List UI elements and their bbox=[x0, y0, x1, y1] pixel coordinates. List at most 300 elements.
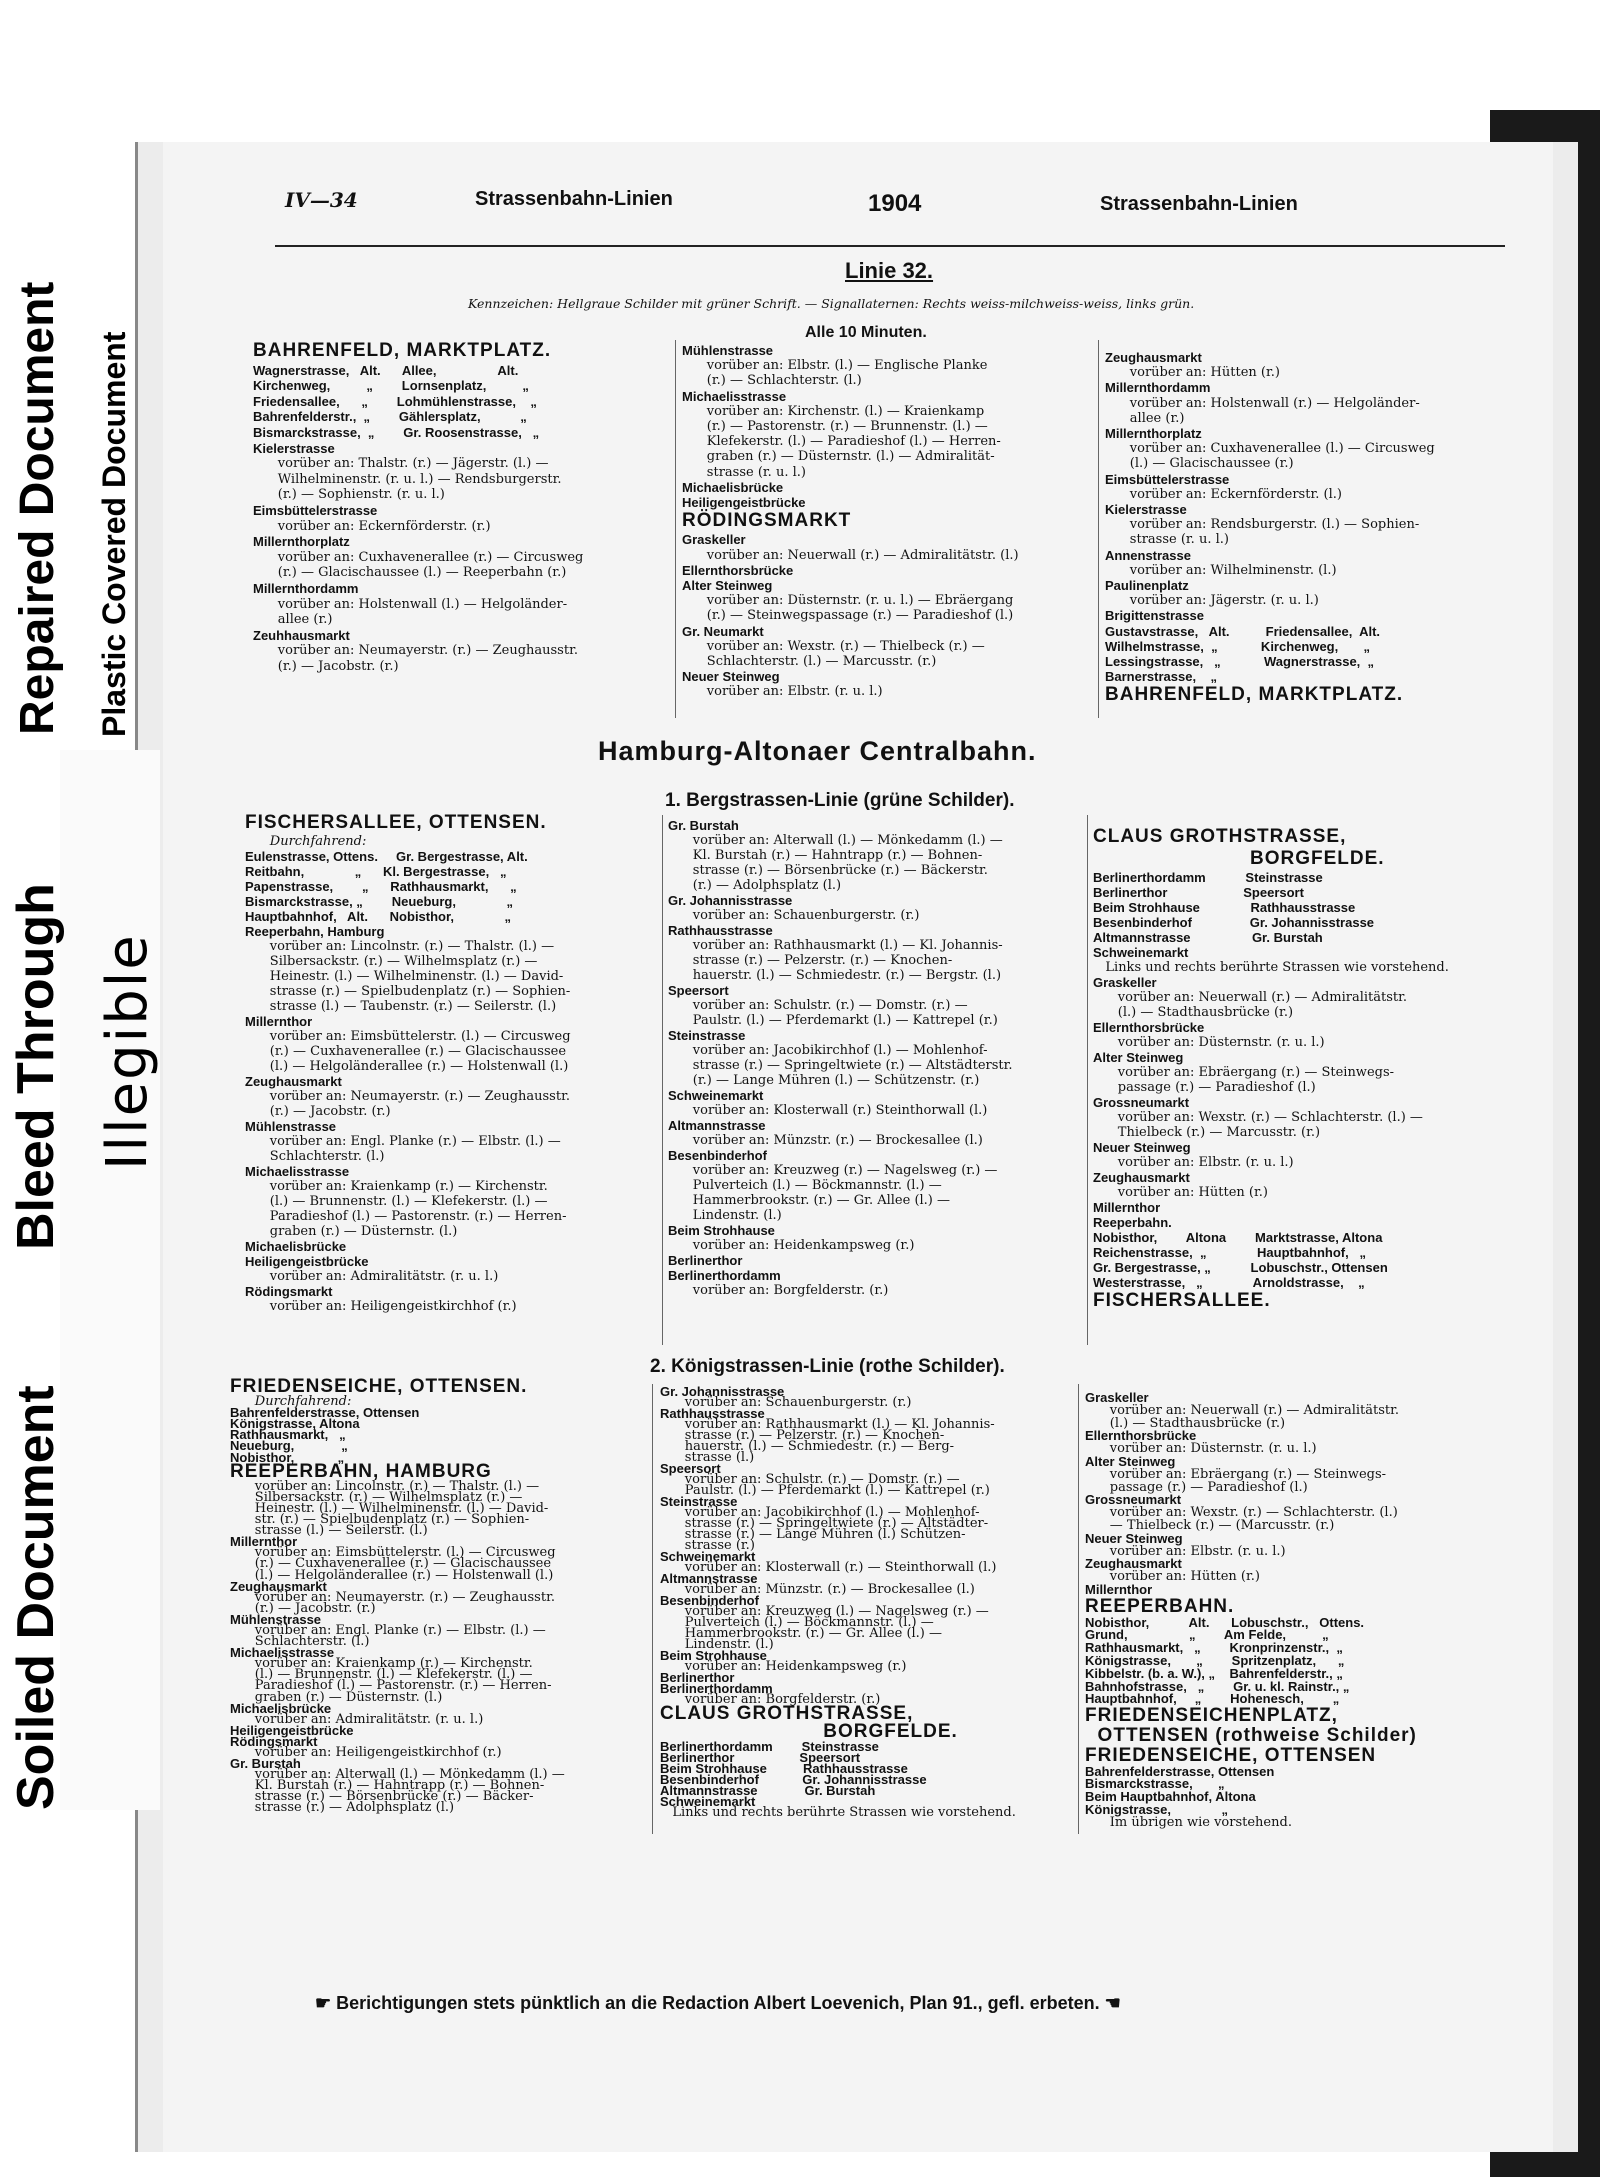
stop-name: Grossneumarkt bbox=[1085, 1492, 1182, 1508]
route-note: vorüber an: Hütten (r.) bbox=[1105, 365, 1280, 381]
linie2-column-1 bbox=[230, 1378, 565, 1814]
label-bleed-through: Bleed Through bbox=[7, 883, 65, 1250]
route-note: (r.) — Lange Mühren (l.) — Schützenstr. (r.) bbox=[668, 1073, 980, 1088]
stop-name: Zeughausmarkt bbox=[1093, 1170, 1190, 1185]
column-divider bbox=[1078, 1384, 1079, 1834]
route-note: Silbersackstr. (r.) — Wilhelmsplatz (r.) — bbox=[230, 1489, 523, 1505]
stop-name: Bahrenfelderstrasse, Ottensen bbox=[1085, 1763, 1275, 1779]
stop-name: Zeughausmarkt bbox=[1105, 350, 1202, 365]
column-divider bbox=[675, 340, 676, 718]
stop-name: Berlinerthordamm Steinstrasse bbox=[660, 1739, 879, 1754]
route-note: allee (r.) bbox=[1105, 410, 1185, 426]
route-note: Schlachterstr. (l.) bbox=[245, 1149, 385, 1164]
stop-name: Altmannstrasse Gr. Burstah bbox=[1093, 930, 1323, 945]
route-note: Pulverteich (l.) — Böckmannstr. (l.) — bbox=[660, 1615, 934, 1630]
stop-name: Kielerstrasse bbox=[253, 440, 335, 456]
stop-name: Paulinenplatz bbox=[1105, 578, 1189, 594]
stop-name: Eimsbüttelerstrasse bbox=[1105, 471, 1230, 487]
stop-name: Speersort bbox=[668, 983, 729, 998]
linie2-column-2 bbox=[660, 1386, 1016, 1818]
route-note: vorüber an: Düsternstr. (r. u. l.) bbox=[1093, 1035, 1325, 1050]
route-note: Thielbeck (r.) — Marcusstr. (r.) bbox=[1093, 1125, 1321, 1140]
route-note: strasse (r.) — Springeltwiete (r.) — Altstädter- bbox=[660, 1516, 989, 1531]
stop-name: Altmannstrasse bbox=[660, 1571, 758, 1586]
linie32-takt: Alle 10 Minuten. bbox=[805, 324, 927, 341]
route-note: (r.) — Jacobstr. (r.) bbox=[245, 1104, 391, 1119]
stop-name: Wilhelmstrasse, „ Kirchenweg, „ bbox=[1105, 638, 1371, 654]
route-note: strasse (r.) bbox=[660, 1538, 755, 1553]
stop-name: Beim Strohhause bbox=[660, 1648, 767, 1663]
stop-name: Lessingstrasse, „ Wagnerstrasse, „ bbox=[1105, 654, 1375, 670]
route-note: (l.) — Stadthausbrücke (r.) bbox=[1093, 1005, 1294, 1020]
route-note: strasse (r. u. l.) bbox=[682, 464, 806, 480]
route-note: vorüber an: Klosterwall (r.) Steinthorwall (l.) bbox=[668, 1103, 988, 1118]
stop-name: Millernthor bbox=[1093, 1200, 1161, 1215]
stop-name: Gr. Burstah bbox=[230, 1756, 301, 1772]
route-note: graben (r.) — Düsternstr. (l.) bbox=[230, 1689, 443, 1705]
stop-name: Berlinerthordamm Steinstrasse bbox=[1093, 870, 1323, 885]
stop-name: Königstrasse, Altona bbox=[230, 1416, 360, 1432]
route-note: graben (r.) — Düsternstr. (l.) bbox=[245, 1224, 458, 1239]
route-note: vorüber an: Schulstr. (r.) — Domstr. (r.) — bbox=[660, 1472, 960, 1487]
stop-name: Reichenstrasse, „ Hauptbahnhof, „ bbox=[1093, 1245, 1367, 1260]
stop-name: Hauptbahnhof, Alt. Nobisthor, „ bbox=[245, 909, 512, 924]
stop-name: Beim Strohhause Rathhausstrasse bbox=[1093, 900, 1356, 915]
stop-heading: BORGFELDE. bbox=[660, 1721, 958, 1742]
stop-name: Bismarckstrasse, „ Neueburg, „ bbox=[245, 894, 514, 909]
stop-name: Zeughausmarkt bbox=[245, 1074, 342, 1089]
stop-name: Reeperbahn. bbox=[1093, 1215, 1172, 1230]
linie32-column-3 bbox=[1105, 350, 1435, 707]
stop-name: Berlinerthor bbox=[660, 1670, 735, 1685]
route-note: Paradieshof (l.) — Pastorenstr. (r.) — Herren- bbox=[230, 1678, 552, 1694]
route-note: Paradieshof (l.) — Pastorenstr. (r.) — Herren- bbox=[245, 1209, 567, 1224]
linie1-column-2 bbox=[668, 818, 1013, 1298]
stop-name: Ellernthorsbrücke bbox=[682, 562, 794, 578]
route-note: Schlachterstr. (l.) — Marcusstr. (r.) bbox=[682, 654, 937, 670]
route-note: allee (r.) bbox=[253, 612, 333, 628]
route-note: (r.) — Adolphsplatz (l.) bbox=[668, 878, 842, 893]
stop-name: Westerstrasse, „ Arnoldstrasse, „ bbox=[1093, 1275, 1365, 1290]
route-note: passage (r.) — Paradieshof (l.) bbox=[1085, 1479, 1308, 1495]
stop-name: Millernthor bbox=[245, 1014, 313, 1029]
route-note: (r.) — Cuxhavenerallee (r.) — Glacischaussee bbox=[245, 1044, 567, 1059]
stop-name: Eimsbüttelerstrasse bbox=[253, 502, 378, 518]
route-note: (r.) — Sophienstr. (r. u. l.) bbox=[253, 487, 445, 503]
route-note: Hammerbrookstr. (r.) — Gr. Allee (l.) — bbox=[660, 1626, 943, 1641]
route-note: Heinestr. (l.) — Wilhelminenstr. (l.) — David- bbox=[245, 969, 564, 984]
route-note: vorüber an: Wilhelminenstr. (l.) bbox=[1105, 562, 1337, 578]
route-note: vorüber an: Wexstr. (r.) — Schlachterstr. (l.) bbox=[1085, 1505, 1398, 1521]
linie32-column-1 bbox=[253, 340, 583, 674]
stop-name: Ellernthorsbrücke bbox=[1085, 1428, 1197, 1444]
route-note: vorüber an: Eimsbüttelerstr. (l.) — Circusweg bbox=[245, 1029, 571, 1044]
stop-name: Beim Strohhause bbox=[668, 1223, 775, 1238]
label-illegible: Illegible bbox=[95, 933, 160, 1170]
stop-name: Alter Steinweg bbox=[1093, 1050, 1184, 1065]
route-note: vorüber an: Thalstr. (r.) — Jägerstr. (l.) — bbox=[253, 456, 549, 472]
stop-name: Gr. Bergestrasse, „ Lobuschstr., Ottensen bbox=[1093, 1260, 1388, 1275]
stop-name: Neuer Steinweg bbox=[1093, 1140, 1191, 1155]
stop-name: Gr. Johannisstrasse bbox=[668, 893, 793, 908]
route-note: Pulverteich (l.) — Böckmannstr. (l.) — bbox=[668, 1178, 942, 1193]
route-note: (r.) — Pastorenstr. (r.) — Brunnenstr. (l.) — bbox=[682, 419, 988, 435]
stop-name: Graskeller bbox=[1093, 975, 1157, 990]
route-note: Klefekerstr. (l.) — Paradieshof (l.) — Herren- bbox=[682, 434, 1001, 450]
stop-name: Rathhausmarkt, „ bbox=[230, 1427, 346, 1443]
stop-heading: BORGFELDE. bbox=[1093, 848, 1385, 869]
stop-heading: FRIEDENSEICHE, OTTENSEN bbox=[1085, 1744, 1377, 1766]
stop-name: Steinstrasse bbox=[668, 1028, 746, 1043]
linie32-kennzeichen: Kennzeichen: Hellgraue Schilder mit grüner Schrift. — Signallaternen: Rechts weiss-milchweiss-weiss, links grün. bbox=[468, 296, 1195, 311]
stop-name: Grund, „ Am Felde, „ bbox=[1085, 1627, 1329, 1643]
route-note: vorüber an: Klosterwall (r.) — Steinthorwall (l.) bbox=[660, 1560, 997, 1575]
stop-name: Eulenstrasse, Ottens. Gr. Bergestrasse, Alt. bbox=[245, 849, 528, 864]
route-note: vorüber an: Neuerwall (r.) — Admiralitätstr. bbox=[1093, 990, 1408, 1005]
stop-name: Annenstrasse bbox=[1105, 547, 1191, 563]
linie2-column-3 bbox=[1085, 1392, 1417, 1830]
route-note: passage (r.) — Paradieshof (l.) bbox=[1093, 1080, 1316, 1095]
route-note: Lindenstr. (l.) bbox=[660, 1637, 774, 1652]
stop-name: Steinstrasse bbox=[660, 1494, 738, 1509]
route-note: (l.) — Helgoländerallee (r.) — Holstenwall (l.) bbox=[230, 1567, 554, 1583]
stop-name: Beim Strohhause Rathhausstrasse bbox=[660, 1761, 908, 1776]
stop-name: Besenbinderhof bbox=[668, 1148, 767, 1163]
route-note: Lindenstr. (l.) bbox=[668, 1208, 782, 1223]
stop-name: Hauptbahnhof, „ Hohenesch, „ bbox=[1085, 1691, 1340, 1707]
stop-name: Neuer Steinweg bbox=[682, 669, 780, 685]
header-title-left: Strassenbahn-Linien bbox=[475, 188, 673, 210]
route-note: strasse (r.) — Lange Mühren (l.) Schützen- bbox=[660, 1527, 966, 1542]
route-note: vorüber an: Holstenwall (l.) — Helgoländer- bbox=[253, 596, 568, 612]
route-note: (l.) — Brunnenstr. (l.) — Klefekerstr. (l.) — bbox=[230, 1667, 533, 1683]
stop-name: Gr. Johannisstrasse bbox=[660, 1384, 785, 1399]
stop-name: Königstrasse, „ bbox=[1085, 1801, 1229, 1817]
column-divider bbox=[1098, 340, 1099, 718]
stop-name: Millernthordamm bbox=[1105, 380, 1211, 396]
stop-name: Nobisthor, „ bbox=[230, 1449, 345, 1465]
route-note: Kl. Burstah (r.) — Hahntrapp (r.) — Bohnen- bbox=[668, 848, 983, 863]
route-note: vorüber an: Elbstr. (r. u. l.) bbox=[1085, 1543, 1286, 1559]
route-note: str. (r.) — Spielbudenplatz (r.) — Sophien- bbox=[230, 1512, 530, 1528]
route-note: vorüber an: Heidenkampsweg (r.) bbox=[660, 1659, 907, 1674]
route-note: vorüber an: Rathhausmarkt (l.) — Kl. Johannis- bbox=[668, 938, 1003, 953]
route-note: vorüber an: Schauenburgerstr. (r.) bbox=[660, 1395, 912, 1410]
stop-name: Michaelisbrücke bbox=[682, 479, 784, 495]
route-note: vorüber an: Borgfelderstr. (r.) bbox=[660, 1692, 881, 1707]
route-note: vorüber an: Wexstr. (r.) — Thielbeck (r.) — bbox=[682, 638, 985, 654]
stop-heading: RÖDINGSMARKT bbox=[682, 510, 852, 532]
stop-name: Zeughausmarkt bbox=[1085, 1556, 1182, 1572]
header-year: 1904 bbox=[868, 190, 922, 217]
route-note: Durchfahrend: bbox=[230, 1394, 352, 1410]
route-note: vorüber an: Alterwall (l.) — Mönkedamm (l.) — bbox=[668, 833, 1003, 848]
route-note: vorüber an: Münzstr. (r.) — Brockesallee (l.) bbox=[660, 1582, 975, 1597]
route-note: strasse (r.) — Börsenbrücke (r.) — Bäckerstr. bbox=[668, 863, 988, 878]
route-note: (r.) — Glacischaussee (l.) — Reeperbahn (r.) bbox=[253, 565, 567, 581]
route-note: vorüber an: Elbstr. (r. u. l.) bbox=[1093, 1155, 1294, 1170]
route-note: vorüber an: Elbstr. (l.) — Englische Planke bbox=[682, 358, 988, 374]
stop-name: Kirchenweg, „ Lornsenplatz, „ bbox=[253, 378, 529, 394]
route-note: Durchfahrend: bbox=[245, 834, 367, 849]
stop-name: Königstrasse, „ Spritzenplatz, „ bbox=[1085, 1652, 1345, 1668]
stop-name: Ellernthorsbrücke bbox=[1093, 1020, 1205, 1035]
stop-name: Speersort bbox=[660, 1461, 721, 1476]
page-number: IV—34 bbox=[285, 188, 358, 212]
stop-name: Millernthor bbox=[230, 1534, 298, 1550]
column-divider bbox=[652, 1384, 653, 1834]
stop-name: Wagnerstrasse, Alt. Allee, Alt. bbox=[253, 362, 519, 378]
stop-name: Graskeller bbox=[1085, 1390, 1149, 1405]
stop-name: Bahrenfelderstr., „ Gählersplatz, „ bbox=[253, 409, 527, 425]
route-note: strasse (l.) — Seilerstr. (l.) bbox=[230, 1523, 428, 1539]
stop-name: Altmannstrasse bbox=[668, 1118, 766, 1133]
stop-name: Barnerstrasse, „ bbox=[1105, 669, 1218, 685]
route-note: vorüber an: Engl. Planke (r.) — Elbstr. (l.) — bbox=[230, 1622, 546, 1638]
route-note: vorüber an: Schauenburgerstr. (r.) bbox=[668, 908, 920, 923]
stop-name: Graskeller bbox=[682, 532, 746, 548]
route-note: vorüber an: Ebräergang (r.) — Steinwegs- bbox=[1085, 1466, 1387, 1482]
column-divider bbox=[1087, 815, 1088, 1345]
stop-name: Michaelisbrücke bbox=[245, 1239, 347, 1254]
stop-name: Brigittenstrasse bbox=[1105, 608, 1204, 624]
route-note: Paulstr. (l.) — Pferdemarkt (l.) — Kattrepel (r.) bbox=[660, 1483, 990, 1498]
route-note: Silbersackstr. (r.) — Wilhelmsplatz (r.) — bbox=[245, 954, 538, 969]
route-note: strasse (r.) — Spielbudenplatz (r.) — Sophien- bbox=[245, 984, 571, 999]
route-note: vorüber an: Borgfelderstr. (r.) bbox=[668, 1283, 889, 1298]
route-note: (r.) — Steinwegspassage (r.) — Paradieshof (l.) bbox=[682, 608, 1014, 624]
stop-name: Altmannstrasse Gr. Burstah bbox=[660, 1783, 876, 1798]
route-note: vorüber an: Lincolnstr. (r.) — Thalstr. (l.) — bbox=[245, 939, 555, 954]
stop-name: Gustavstrasse, Alt. Friedensallee, Alt. bbox=[1105, 623, 1381, 639]
route-note: Kl. Burstah (r.) — Hahntrapp (r.) — Bohnen- bbox=[230, 1778, 545, 1794]
stop-name: Beim Hauptbahnhof, Altona bbox=[1085, 1789, 1256, 1805]
route-note: — Thielbeck (r.) — (Marcusstr. (r.) bbox=[1085, 1517, 1335, 1533]
stop-name: Berlinerthor Speersort bbox=[1093, 885, 1304, 900]
stop-name: Kielerstrasse bbox=[1105, 502, 1187, 518]
stop-name: Gr. Neumarkt bbox=[682, 623, 764, 639]
stop-heading: OTTENSEN (rothweise Schilder) bbox=[1085, 1724, 1417, 1746]
route-note: vorüber an: Jacobikirchhof (l.) — Mohlenhof- bbox=[668, 1043, 988, 1058]
stop-heading: FISCHERSALLEE, OTTENSEN. bbox=[245, 812, 547, 833]
stop-name: Millernthorplatz bbox=[1105, 426, 1202, 442]
route-note: Links und rechts berührte Strassen wie vorstehend. bbox=[1093, 960, 1449, 975]
route-note: strasse (l.) bbox=[660, 1450, 755, 1465]
linie32-column-2 bbox=[682, 343, 1019, 700]
stop-name: Millernthor bbox=[1085, 1581, 1153, 1597]
route-note: vorüber an: Admiralitätstr. (r. u. l.) bbox=[245, 1269, 499, 1284]
route-note: (l.) — Glacischaussee (r.) bbox=[1105, 456, 1294, 472]
stop-heading: FRIEDENSEICHENPLATZ, bbox=[1085, 1705, 1338, 1727]
stop-name: Michaelisstrasse bbox=[245, 1164, 350, 1179]
route-note: vorüber an: Holstenwall (r.) — Helgoländer- bbox=[1105, 395, 1420, 411]
route-note: strasse (r.) — Springeltwiete (r.) — Altstädterstr. bbox=[668, 1058, 1013, 1073]
stop-name: Millernthordamm bbox=[253, 580, 359, 596]
route-note: vorüber an: Kirchenstr. (l.) — Kraienkamp bbox=[682, 403, 985, 419]
linie1-column-3 bbox=[1093, 826, 1449, 1312]
route-note: strasse (r.) — Adolphsplatz (l.) bbox=[230, 1800, 455, 1816]
route-note: vorüber an: Heidenkampsweg (r.) bbox=[668, 1238, 915, 1253]
route-note: (r.) — Jacobstr. (r.) bbox=[253, 658, 399, 674]
stop-name: Schweinemarkt bbox=[668, 1088, 764, 1103]
linie1-title: 1. Bergstrassen-Linie (grüne Schilder). bbox=[665, 790, 1015, 811]
stop-name: Alter Steinweg bbox=[1085, 1453, 1176, 1469]
stop-name: Mühlenstrasse bbox=[230, 1611, 322, 1627]
route-note: Schlachterstr. (l.) bbox=[230, 1634, 370, 1650]
header-rule bbox=[275, 245, 1505, 247]
route-note: vorüber an: Düsternstr. (r. u. l.) — Ebräergang bbox=[682, 593, 1014, 609]
stop-name: Rödingsmarkt bbox=[245, 1284, 333, 1299]
stop-name: Schweinemarkt bbox=[660, 1794, 756, 1809]
stop-heading: FRIEDENSEICHE, OTTENSEN. bbox=[230, 1376, 528, 1397]
stop-name: Rathhausmarkt, „ Kronprinzenstr., „ bbox=[1085, 1640, 1343, 1656]
route-note: vorüber an: Rendsburgerstr. (l.) — Sophien- bbox=[1105, 517, 1420, 533]
route-note: vorüber an: Neuerwall (r.) — Admiralitätstr. bbox=[1085, 1402, 1400, 1418]
label-plastic-covered-document: Plastic Covered Document bbox=[96, 331, 132, 737]
stop-name: Rödingsmarkt bbox=[230, 1733, 318, 1749]
stop-name: Michaelisstrasse bbox=[230, 1645, 335, 1661]
route-note: vorüber an: Cuxhavenerallee (l.) — Circusweg bbox=[1105, 441, 1435, 457]
route-note: strasse (l.) — Taubenstr. (r.) — Seilerstr. (l.) bbox=[245, 999, 557, 1014]
route-note: strasse (r.) — Pelzerstr. (r.) — Knochen- bbox=[660, 1428, 945, 1443]
stop-name: Neueburg, „ bbox=[230, 1438, 348, 1454]
stop-heading: BAHRENFELD, MARKTPLATZ. bbox=[1105, 684, 1404, 706]
route-note: vorüber an: Heiligengeistkirchhof (r.) bbox=[230, 1745, 502, 1760]
route-note: (l.) — Helgoländerallee (r.) — Holstenwall (l.) bbox=[245, 1059, 569, 1074]
stop-name: Besenbinderhof bbox=[660, 1593, 759, 1608]
label-strip-right bbox=[60, 750, 160, 1810]
route-note: vorüber an: Kreuzweg (l.) — Nagelsweg (r.) — bbox=[660, 1604, 989, 1619]
route-note: vorüber an: Kreuzweg (r.) — Nagelsweg (r.) — bbox=[668, 1163, 998, 1178]
route-note: vorüber an: Hütten (r.) bbox=[1085, 1569, 1260, 1585]
stop-heading: BAHRENFELD, MARKTPLATZ. bbox=[253, 340, 552, 361]
stop-heading: REEPERBAHN. bbox=[1085, 1595, 1235, 1617]
route-note: vorüber an: Kraienkamp (r.) — Kirchenstr. bbox=[245, 1179, 548, 1194]
route-note: vorüber an: Kraienkamp (r.) — Kirchenstr. bbox=[230, 1656, 533, 1672]
header-title-right: Strassenbahn-Linien bbox=[1100, 193, 1298, 215]
label-soiled-document: Soiled Document bbox=[7, 1385, 65, 1810]
route-note: strasse (r.) — Börsenbrücke (r.) — Bäcker- bbox=[230, 1789, 534, 1805]
route-note: vorüber an: Neumayerstr. (r.) — Zeughausstr. bbox=[245, 1089, 570, 1104]
stop-name: Bismarckstrasse, „ bbox=[1085, 1776, 1225, 1792]
route-note: vorüber an: Rathhausmarkt (l.) — Kl. Johannis- bbox=[660, 1417, 995, 1432]
route-note: vorüber an: Wexstr. (r.) — Schlachterstr. (l.) — bbox=[1093, 1110, 1423, 1125]
stop-name: Nobisthor, Alt. Lobuschstr., Ottens. bbox=[1085, 1614, 1365, 1630]
route-note: vorüber an: Jägerstr. (r. u. l.) bbox=[1105, 593, 1319, 609]
column-divider bbox=[662, 815, 663, 1345]
stop-name: Reeperbahn, Hamburg bbox=[245, 924, 385, 939]
stop-name: Rathhausstrasse bbox=[668, 923, 773, 938]
stop-name: Nobisthor, Altona Marktstrasse, Altona bbox=[1093, 1230, 1383, 1245]
route-note: vorüber an: Eckernförderstr. (l.) bbox=[1105, 486, 1342, 502]
label-repaired-document: Repaired Document bbox=[11, 281, 64, 735]
footer-note: ☛ Berichtigungen stets pünktlich an die Redaction Albert Loevenich, Plan 91., gefl. erbeten. ☚ bbox=[315, 1993, 1121, 2013]
centralbahn-title: Hamburg-Altonaer Centralbahn. bbox=[598, 736, 1037, 766]
stop-name: Kibbelstr. (b. a. W.), „ Bahrenfelderstr., „ bbox=[1085, 1665, 1343, 1681]
route-note: vorüber an: Elbstr. (r. u. l.) bbox=[682, 684, 883, 700]
route-note: vorüber an: Düsternstr. (r. u. l.) bbox=[1085, 1441, 1317, 1457]
stop-name: Besenbinderhof Gr. Johannisstrasse bbox=[1093, 915, 1375, 930]
stop-name: Michaelisbrücke bbox=[230, 1700, 332, 1716]
route-note: Links und rechts berührte Strassen wie vorstehend. bbox=[660, 1805, 1016, 1820]
route-note: (r.) — Jacobstr. (r.) bbox=[230, 1600, 376, 1616]
stop-name: Gr. Burstah bbox=[668, 818, 739, 833]
stop-name: Bahrenfelderstrasse, Ottensen bbox=[230, 1405, 420, 1421]
stop-name: Berlinerthor Speersort bbox=[660, 1750, 861, 1765]
stop-name: Zeuhhausmarkt bbox=[253, 627, 350, 643]
stop-name: Michaelisstrasse bbox=[682, 388, 787, 404]
route-note: Heinestr. (l.) — Wilhelminenstr. (l.) — David- bbox=[230, 1500, 549, 1516]
stop-name: Papenstrasse, „ Rathhausmarkt, „ bbox=[245, 879, 517, 894]
route-note: vorüber an: Hütten (r.) bbox=[1093, 1185, 1268, 1200]
stop-name: Zeughausmarkt bbox=[230, 1578, 327, 1594]
linie1-column-1 bbox=[245, 812, 571, 1314]
stop-name: Bismarckstrasse, „ Gr. Roosenstrasse, „ bbox=[253, 424, 540, 440]
route-note: vorüber an: Lincolnstr. (r.) — Thalstr. (l.) — bbox=[230, 1478, 540, 1494]
stop-name: Mühlenstrasse bbox=[245, 1119, 337, 1134]
stop-name: Mühlenstrasse bbox=[682, 343, 774, 358]
stop-name: Grossneumarkt bbox=[1093, 1095, 1190, 1110]
linie2-title: 2. Königstrassen-Linie (rothe Schilder). bbox=[650, 1356, 1005, 1377]
route-note: vorüber an: Ebräergang (r.) — Steinwegs- bbox=[1093, 1065, 1395, 1080]
stop-name: Schweinemarkt bbox=[1093, 945, 1189, 960]
route-note: vorüber an: Heiligengeistkirchhof (r.) bbox=[245, 1299, 517, 1314]
route-note: vorüber an: Eckernförderstr. (r.) bbox=[253, 518, 491, 534]
route-note: (l.) — Stadthausbrücke (r.) bbox=[1085, 1415, 1286, 1431]
route-note: Wilhelminenstr. (r. u. l.) — Rendsburgerstr. bbox=[253, 471, 562, 487]
route-note: strasse (r. u. l.) bbox=[1105, 532, 1229, 548]
stop-name: Friedensallee, „ Lohmühlenstrasse, „ bbox=[253, 393, 537, 409]
route-note: graben (r.) — Düsternstr. (l.) — Admiralität- bbox=[682, 449, 995, 465]
stop-name: Besenbinderhof Gr. Johannisstrasse bbox=[660, 1772, 927, 1787]
route-note: vorüber an: Engl. Planke (r.) — Elbstr. (l.) — bbox=[245, 1134, 561, 1149]
stop-heading: CLAUS GROTHSTRASSE, bbox=[1093, 826, 1347, 847]
stop-heading: REEPERBAHN, HAMBURG bbox=[230, 1460, 492, 1482]
route-note: vorüber an: Eimsbüttelerstr. (l.) — Circusweg bbox=[230, 1545, 556, 1561]
route-note: (l.) — Brunnenstr. (l.) — Klefekerstr. (l.) — bbox=[245, 1194, 548, 1209]
route-note: vorüber an: Neumayerstr. (r.) — Zeughausstr. bbox=[253, 643, 578, 659]
route-note: hauerstr. (l.) — Schmiedestr. (r.) — Bergstr. (l.) bbox=[668, 968, 1002, 983]
route-note: hauerstr. (l.) — Schmiedestr. (r.) — Berg- bbox=[660, 1439, 955, 1454]
route-note: vorüber an: Neumayerstr. (r.) — Zeughausstr. bbox=[230, 1589, 555, 1605]
route-note: vorüber an: Jacobikirchhof (l.) — Mohlenhof- bbox=[660, 1505, 980, 1520]
stop-name: Heiligengeistbrücke bbox=[245, 1254, 369, 1269]
route-note: vorüber an: Admiralitätstr. (r. u. l.) bbox=[230, 1711, 484, 1727]
stop-name: Heiligengeistbrücke bbox=[230, 1722, 354, 1738]
route-note: strasse (r.) — Pelzerstr. (r.) — Knochen- bbox=[668, 953, 953, 968]
route-note: (r.) — Cuxhavenerallee (r.) — Glacischaussee bbox=[230, 1556, 552, 1572]
route-note: vorüber an: Cuxhavenerallee (r.) — Circusweg bbox=[253, 549, 584, 565]
route-note: vorüber an: Schulstr. (r.) — Domstr. (r.) — bbox=[668, 998, 968, 1013]
stop-heading: FISCHERSALLEE. bbox=[1093, 1290, 1271, 1311]
stop-name: Reitbahn, „ Kl. Bergestrasse, „ bbox=[245, 864, 507, 879]
stop-name: Millernthorplatz bbox=[253, 534, 350, 550]
stop-name: Alter Steinweg bbox=[682, 578, 773, 594]
route-note: Im übrigen wie vorstehend. bbox=[1085, 1814, 1292, 1830]
linie32-title: Linie 32. bbox=[845, 258, 934, 283]
stop-name: Berlinerthordamm bbox=[660, 1681, 773, 1696]
stop-name: Heiligengeistbrücke bbox=[682, 495, 806, 511]
stop-name: Bahnhofstrasse, „ Gr. u. kl. Rainstr., „ bbox=[1085, 1678, 1350, 1694]
route-note: (r.) — Schlachterstr. (l.) bbox=[682, 373, 862, 389]
stop-name: Schweinemarkt bbox=[660, 1549, 756, 1564]
route-note: vorüber an: Alterwall (l.) — Mönkedamm (l.) — bbox=[230, 1767, 565, 1783]
stop-name: Berlinerthor bbox=[668, 1253, 743, 1268]
route-note: vorüber an: Münzstr. (r.) — Brockesallee (l.) bbox=[668, 1133, 983, 1148]
stop-name: Neuer Steinweg bbox=[1085, 1530, 1183, 1546]
stop-heading: CLAUS GROTHSTRASSE, bbox=[660, 1703, 914, 1724]
stop-name: Berlinerthordamm bbox=[668, 1268, 781, 1283]
